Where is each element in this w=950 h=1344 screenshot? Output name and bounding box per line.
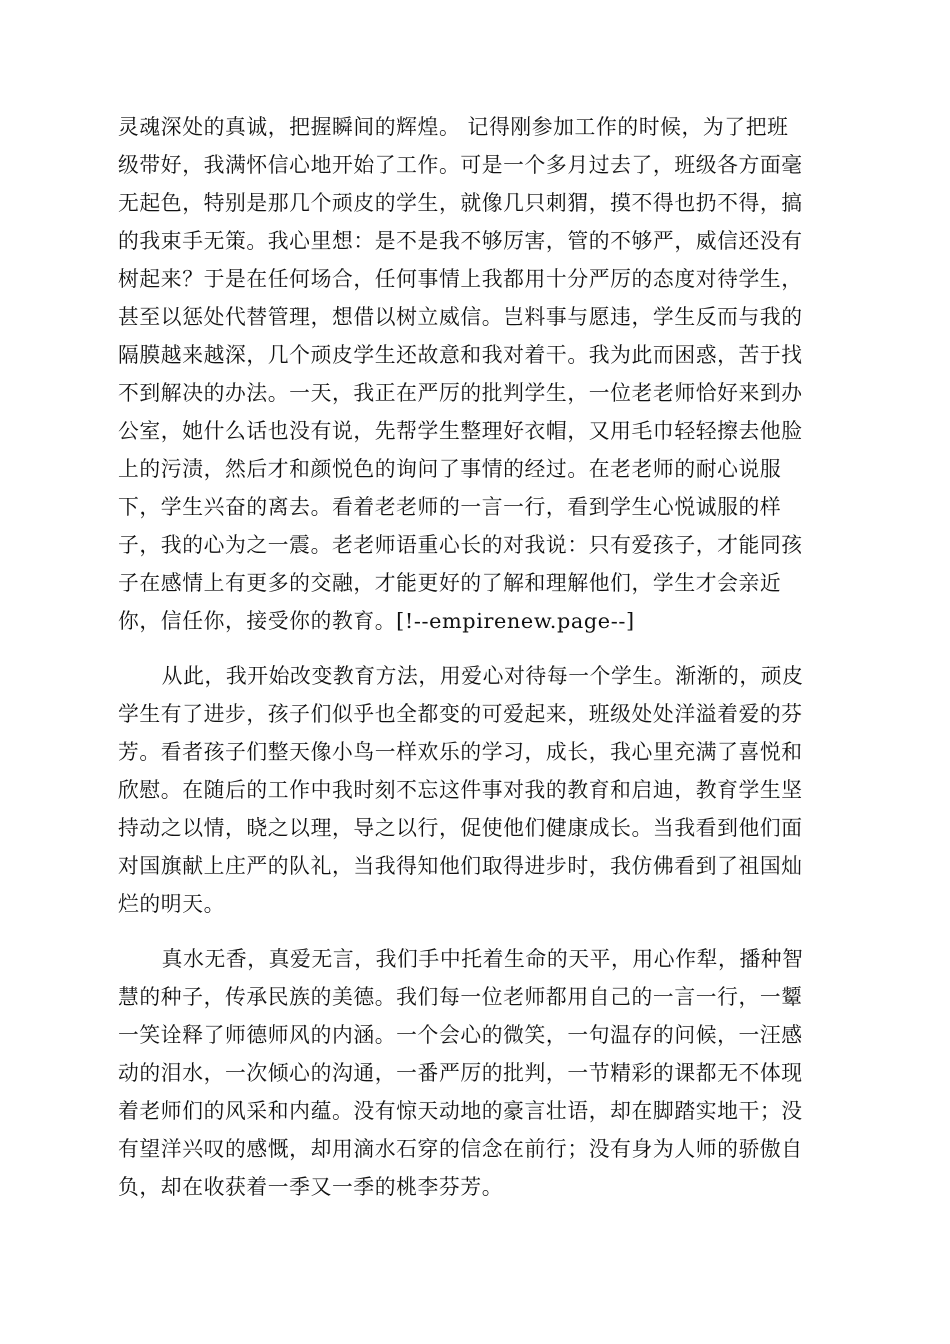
document-body bbox=[118, 108, 838, 1206]
text-line: 动的泪水，一次倾心的沟通，一番严厉的批判，一节精彩的课都无不体现 bbox=[118, 1061, 803, 1085]
text-line: 树起来？于是在任何场合，任何事情上我都用十分严厉的态度对待学生， bbox=[118, 267, 803, 291]
text-line: 无起色，特别是那几个顽皮的学生，就像几只刺猬，摸不得也扔不得，搞 bbox=[118, 191, 803, 215]
text-line: 学生有了进步，孩子们似乎也全都变的可爱起来，班级处处洋溢着爱的芬 bbox=[118, 702, 803, 726]
text-line: 有望洋兴叹的感慨，却用滴水石穿的信念在前行；没有身为人师的骄傲自 bbox=[118, 1137, 803, 1161]
text-line: 甚至以惩处代替管理，想借以树立威信。岂料事与愿违，学生反而与我的 bbox=[118, 305, 803, 329]
text-line: 着老师们的风采和内蕴。没有惊天动地的豪言壮语，却在脚踏实地干；没 bbox=[118, 1099, 803, 1123]
text-line: 上的污渍，然后才和颜悦色的询问了事情的经过。在老老师的耐心说服 bbox=[118, 457, 782, 481]
text-line: 子在感情上有更多的交融，才能更好的了解和理解他们，学生才会亲近 bbox=[118, 571, 782, 595]
text-line: 从此，我开始改变教育方法，用爱心对待每一个学生。渐渐的，顽皮 bbox=[161, 664, 804, 688]
text-line: 下，学生兴奋的离去。看着老老师的一言一行，看到学生心悦诚服的样 bbox=[118, 495, 782, 519]
text-line: 芳。看者孩子们整天像小鸟一样欢乐的学习，成长，我心里充满了喜悦和 bbox=[118, 740, 803, 764]
text-line: 子，我的心为之一震。老老师语重心长的对我说：只有爱孩子，才能同孩 bbox=[118, 533, 803, 557]
paragraph-2 bbox=[118, 657, 838, 923]
text-line: 公室，她什么话也没有说，先帮学生整理好衣帽，又用毛巾轻轻擦去他脸 bbox=[118, 419, 803, 443]
text-line: 一笑诠释了师德师风的内涵。一个会心的微笑，一句温存的问候，一汪感 bbox=[118, 1023, 803, 1047]
text-line: 烂的明天。 bbox=[118, 892, 225, 916]
text-line: 你，信任你，接受你的教育。[!--empirenew.page--] bbox=[118, 609, 635, 633]
text-line: 欣慰。在随后的工作中我时刻不忘这件事对我的教育和启迪，教育学生坚 bbox=[118, 778, 803, 802]
text-line: 隔膜越来越深，几个顽皮学生还故意和我对着干。我为此而困惑，苦于找 bbox=[118, 343, 803, 367]
text-line: 不到解决的办法。一天，我正在严厉的批判学生，一位老老师恰好来到办 bbox=[118, 381, 803, 405]
text-line: 真水无香，真爱无言，我们手中托着生命的天平，用心作犁，播种智 bbox=[161, 947, 804, 971]
text-line: 灵魂深处的真诚，把握瞬间的辉煌。 记得刚参加工作的时候，为了把班 bbox=[118, 115, 789, 139]
text-line: 慧的种子，传承民族的美德。我们每一位老师都用自己的一言一行，一颦 bbox=[118, 985, 803, 1009]
text-line: 对国旗献上庄严的队礼，当我得知他们取得进步时，我仿佛看到了祖国灿 bbox=[118, 854, 803, 878]
paragraph-3 bbox=[118, 940, 838, 1206]
text-line: 的我束手无策。我心里想：是不是我不够厉害，管的不够严，威信还没有 bbox=[118, 229, 803, 253]
text-line: 负，却在收获着一季又一季的桃李芬芳。 bbox=[118, 1175, 504, 1199]
paragraph-1 bbox=[118, 108, 838, 640]
text-line: 级带好，我满怀信心地开始了工作。可是一个多月过去了，班级各方面毫 bbox=[118, 153, 803, 177]
text-line: 持动之以情，晓之以理，导之以行，促使他们健康成长。当我看到他们面 bbox=[118, 816, 803, 840]
